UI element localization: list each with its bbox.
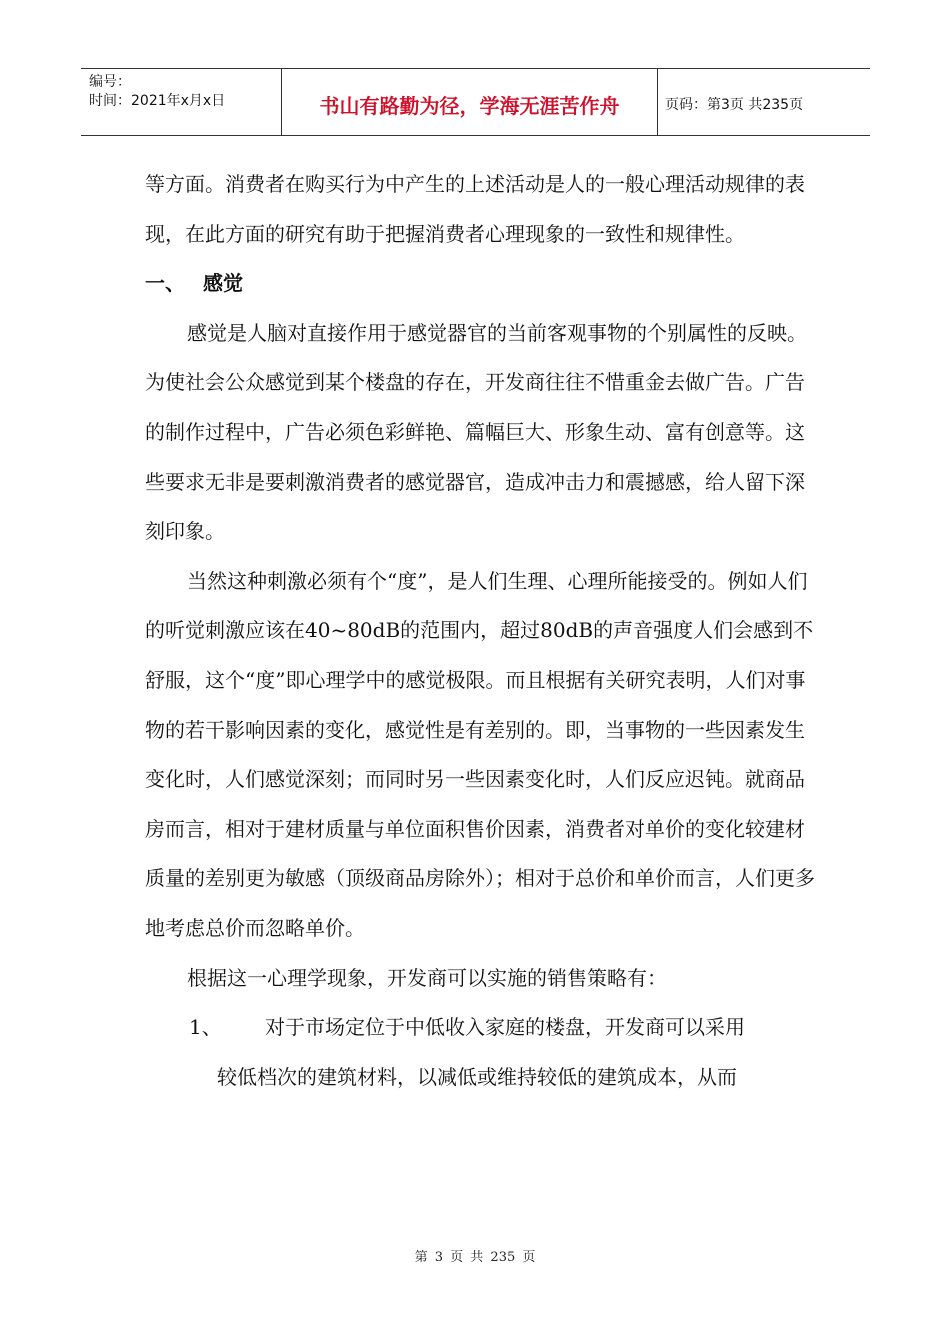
list-item-line-2: 较低档次的建筑材料，以减低或维持较低的建筑成本，从而 [217,1064,737,1089]
paragraph-strategy-intro: 根据这一心理学现象，开发商可以实施的销售策略有： [187,965,667,990]
date-label: 时间：2021年x月x日 [89,93,226,109]
list-item-line-1: 对于市场定位于中低收入家庭的楼盘，开发商可以采用 [265,1015,745,1040]
list-marker: 1、 [189,1015,222,1040]
paragraph-sensation: 感觉是人脑对直接作用于感觉器官的当前客观事物的个别属性的反映。为使社会公众感觉到某个楼盘的存在，开发商往往不惜重金去做广告。广告的制作过程中，广告必须色彩鲜艳、篇幅巨大、形象生动、富有创意等。这些要求无非是要刺激消费者的感觉器官，造成冲击力和震撼感，给人留下深刻印象。 [145,320,807,544]
section-title: 感觉 [203,271,243,296]
header-left-cell [81,69,282,135]
header-motto: 书山有路勤为径，学海无涯苦作舟 [282,69,658,135]
serial-number-label: 编号： [89,74,131,90]
page-footer: 第 3 页 共 235 页 [414,1250,536,1265]
header-page-info: 页码：第3页 共235页 [665,97,804,113]
paragraph-continued: 等方面。消费者在购买行为中产生的上述活动是人的一般心理活动规律的表现，在此方面的研究有助于把握消费者心理现象的一致性和规律性。 [145,172,805,246]
section-number: 一、 [145,271,185,296]
section-heading [145,259,815,309]
list-item [145,1003,815,1102]
page-header [81,68,870,136]
paragraph-threshold: 当然这种刺激必须有个“度”，是人们生理、心理所能接受的。例如人们的听觉刺激应该在40~80dB的范围内，超过80dB的声音强度人们会感到不舒服，这个“度”即心理学中的感觉极限。而且根据有关研究表明，人们对事物的若干影响因素的变化，感觉性是有差别的。即，当事物的一些因素发生变化时，人们感觉深刻；而同时另一些因素变化时，人们反应迟钝。就商品房而言，相对于建材质量与单位面积售价因素，消费者对单价的变化较建材质量的差别更为敏感（顶级商品房除外）；相对于总价和单价而言，人们更多地考虑总价而忽略单价。 [145,568,815,940]
document-body [145,160,815,1102]
